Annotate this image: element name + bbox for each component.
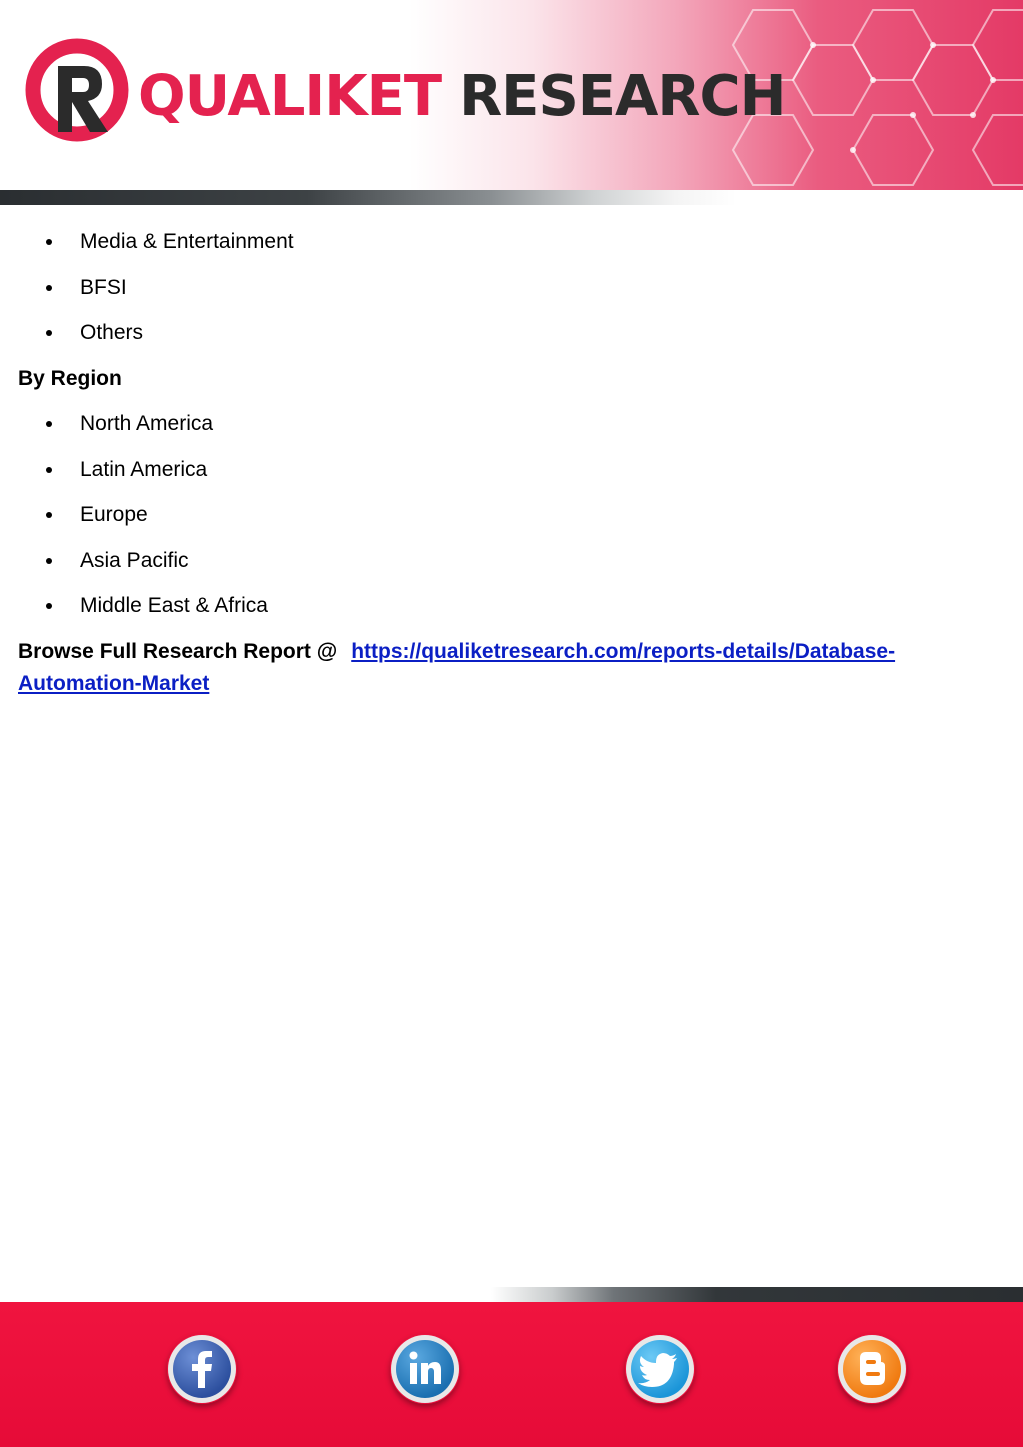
- list-item-label: Middle East & Africa: [80, 594, 268, 617]
- region-heading: By Region: [18, 366, 122, 390]
- region-list: [18, 408, 998, 636]
- list-item: [18, 590, 998, 636]
- bullet-icon: [46, 603, 52, 609]
- twitter-icon[interactable]: [625, 1334, 695, 1404]
- browse-report-paragraph: [18, 636, 998, 700]
- segment-list: [18, 226, 998, 363]
- header-divider-bar: [0, 190, 1023, 205]
- list-item-label: BFSI: [80, 275, 127, 299]
- bullet-icon: [46, 285, 52, 291]
- list-item: [18, 408, 998, 454]
- page-header: [0, 0, 1023, 190]
- list-item: [18, 454, 998, 500]
- facebook-icon[interactable]: [167, 1334, 237, 1404]
- list-item: [18, 317, 998, 363]
- list-item: [18, 545, 998, 591]
- brand-word-qualiket: QUALIKET: [138, 64, 442, 129]
- bullet-icon: [46, 558, 52, 564]
- bullet-icon: [46, 512, 52, 518]
- list-item-label: Media & Entertainment: [80, 230, 294, 253]
- list-item-label: Others: [80, 321, 144, 344]
- list-item: [18, 272, 998, 318]
- blogger-icon[interactable]: [837, 1334, 907, 1404]
- linkedin-icon[interactable]: [390, 1334, 460, 1404]
- report-link-line2: Automation-Market: [18, 671, 210, 695]
- list-item-label: Latin America: [80, 457, 208, 481]
- report-link-line1: https://qualiketresearch.com/reports-details/Database-: [351, 639, 896, 663]
- bullet-icon: [46, 467, 52, 473]
- document-body: [18, 226, 998, 700]
- bullet-icon: [46, 330, 52, 336]
- bullet-icon: [46, 239, 52, 245]
- qualiket-logo: [22, 36, 132, 148]
- list-item-label: Asia Pacific: [80, 548, 189, 572]
- list-item: [18, 499, 998, 545]
- browse-label: Browse Full Research Report @: [18, 639, 338, 663]
- footer-divider-bar: [0, 1287, 1023, 1302]
- brand-name: [138, 62, 785, 132]
- list-item: [18, 226, 998, 272]
- list-item-label: Europe: [80, 503, 148, 526]
- list-item-label: North America: [80, 412, 214, 435]
- bullet-icon: [46, 421, 52, 427]
- brand-word-research: RESEARCH: [459, 64, 786, 129]
